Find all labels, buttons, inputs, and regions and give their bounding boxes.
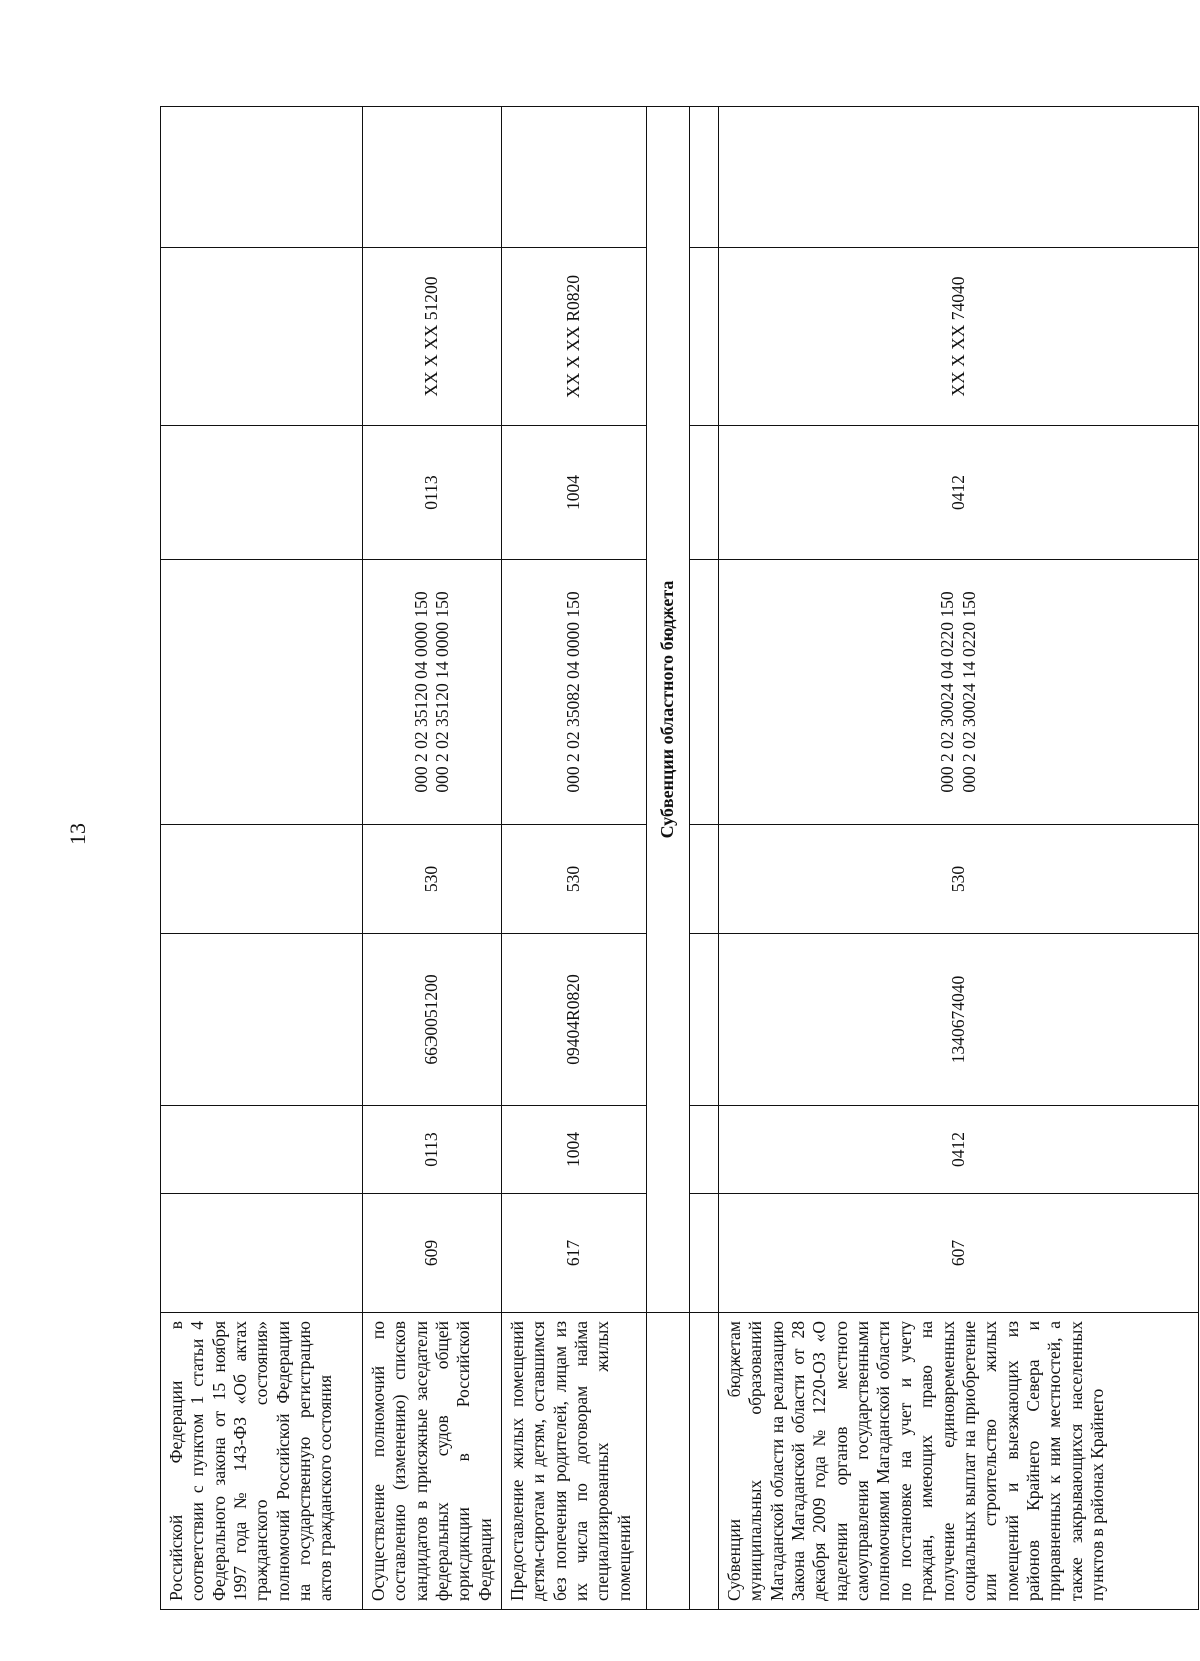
- row-grbs: 617: [502, 1194, 647, 1313]
- row-target-code: XX X XX R0820: [502, 248, 647, 426]
- row-section2: 1004: [502, 426, 647, 560]
- row-description: Осуществление полномочий по составлению (изменению) списков кандидатов в присяжные заседатели федеральных судов общей юрисдикции в Российской Федерации: [363, 1313, 502, 1610]
- row-target-article: [161, 934, 363, 1106]
- income-code: 000 2 02 30024 14 0220 150: [958, 591, 979, 793]
- spacer-row: [690, 107, 719, 1610]
- row-target-article: 66Э0051200: [363, 934, 502, 1106]
- table-row: [502, 107, 647, 1610]
- row-section2: 0113: [363, 426, 502, 560]
- row-description: Российской Федерации в соответствии с пунктом 1 статьи 4 Федерального закона от 15 ноября 1997 года № 143-ФЗ «Об актах гражданского состояния» полномочий Российской Федерации на государственную регистрацию актов гражданского состояния: [161, 1313, 363, 1610]
- row-target-article: 09404R0820: [502, 934, 647, 1106]
- row-empty: [502, 107, 647, 248]
- table-row: [363, 107, 502, 1610]
- row-income-codes: [363, 560, 502, 825]
- income-code: 000 2 02 35120 04 0000 150: [410, 591, 431, 793]
- row-section: 0412: [719, 1106, 1199, 1194]
- row-description: Субвенции бюджетам муниципальных образований Магаданской области на реализацию Закона Магаданской области от 28 декабря 2009 года № 1220-ОЗ «О наделении органов местного самоуправления государственными полномочиями Магаданской области по постановке на учет и учету граждан, имеющих право на получение единовременных социальных выплат на приобретение или строительство жилых помещений и выезжающих из районов Крайнего Севера и приравненных к ним местностей, а также закрывающихся населенных пунктов в районах Крайнего: [719, 1313, 1199, 1610]
- table-container: [160, 107, 1170, 1610]
- row-section2: [161, 426, 363, 560]
- row-grbs: 607: [719, 1194, 1199, 1313]
- row-income-codes: [161, 560, 363, 825]
- income-code: 000 2 02 35082 04 0000 150: [563, 591, 584, 793]
- row-expense-type: 530: [502, 825, 647, 934]
- row-income-codes: [502, 560, 647, 825]
- row-target-code: [161, 248, 363, 426]
- row-description: Предоставление жилых помещений детям-сиротам и детям, оставшимся без попечения родителей, лицам из их числа по договорам найма специализированных жилых помещений: [502, 1313, 647, 1610]
- budget-table: [160, 106, 1199, 1610]
- row-empty: [161, 107, 363, 248]
- row-empty: [363, 107, 502, 248]
- row-expense-type: [161, 825, 363, 934]
- section-heading: Субвенции областного бюджета: [647, 107, 690, 1313]
- page-number: 13: [65, 823, 90, 845]
- table-row: [719, 107, 1199, 1610]
- section-empty-cell: [647, 1313, 690, 1610]
- income-code: 000 2 02 35120 14 0000 150: [432, 591, 453, 793]
- section-row: [647, 107, 690, 1610]
- row-target-article: 1340674040: [719, 934, 1199, 1106]
- income-code: 000 2 02 30024 04 0220 150: [937, 591, 958, 793]
- row-section: 1004: [502, 1106, 647, 1194]
- row-income-codes: [719, 560, 1199, 825]
- row-empty: [719, 107, 1199, 248]
- row-grbs: 609: [363, 1194, 502, 1313]
- row-grbs: [161, 1194, 363, 1313]
- row-expense-type: 530: [363, 825, 502, 934]
- table-row: [161, 107, 363, 1610]
- row-section: 0113: [363, 1106, 502, 1194]
- row-expense-type: 530: [719, 825, 1199, 934]
- row-section: [161, 1106, 363, 1194]
- row-target-code: XX X XX 74040: [719, 248, 1199, 426]
- row-section2: 0412: [719, 426, 1199, 560]
- row-target-code: XX X XX 51200: [363, 248, 502, 426]
